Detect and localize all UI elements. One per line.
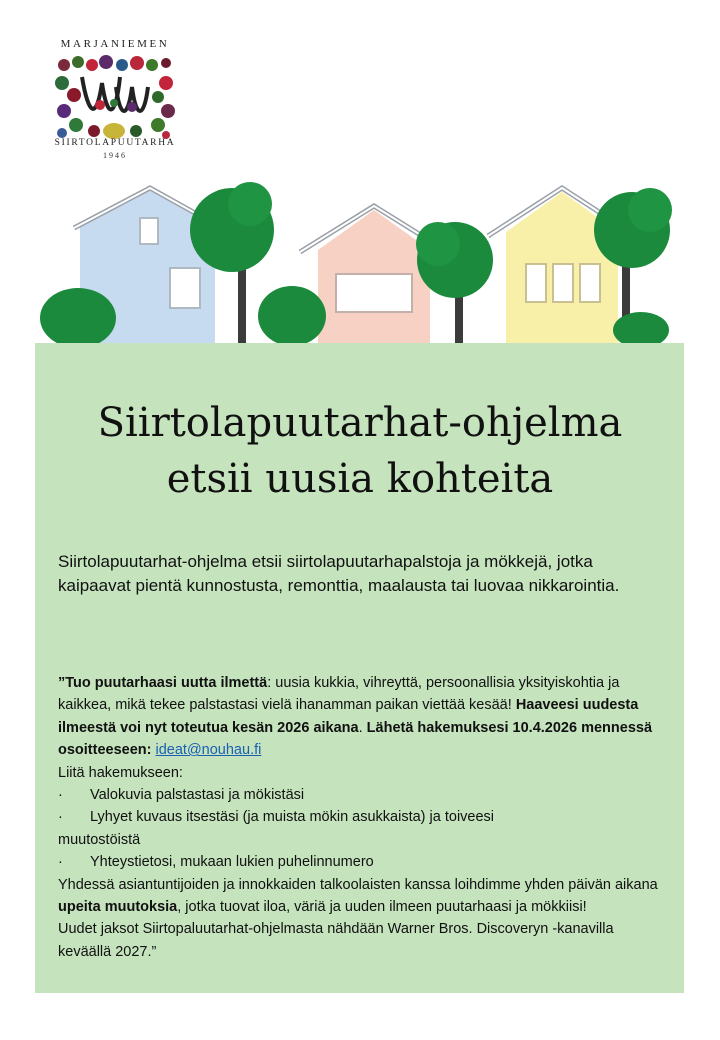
bullet-icon: · — [58, 854, 63, 871]
body-text-part: : uusia kukkia, vihreyttä, persoonallisia yksityiskohtia ja kaikkea, mikä tekee palstastasi vielä ihanamman paikan viettää kesää! — [58, 675, 620, 714]
page-title — [0, 395, 720, 507]
body-bold-lead: ”Tuo puutarhaasi uutta ilmettä — [58, 675, 268, 691]
body-bold-highlight: upeita muutoksia — [58, 899, 178, 916]
body-text-part: Yhdessä asiantuntijoiden ja innokkaiden talkoolaisten kanssa loihdimme yhden päivän aikana — [58, 876, 658, 893]
body-bold-deadline: Lähetä hakemuksesi 10.4.2026 mennessä osoitteeseen: — [58, 719, 653, 759]
list-item — [58, 784, 664, 806]
attach-label: Liitä hakemukseen: — [58, 764, 183, 781]
intro-text: Siirtolapuutarhat-ohjelma etsii siirtolapuutarhapalstoja ja mökkejä, jotka kaipaavat pientä kunnostusta, remonttia, maalausta tai luovaa nikkarointia. — [58, 552, 620, 595]
body-text — [58, 672, 664, 963]
list-item-text: Yhteystietosi, mukaan lukien puhelinnumero — [90, 854, 374, 871]
list-item-continuation: muutostöistä — [58, 831, 141, 848]
list-item — [58, 806, 664, 828]
list-item-text: Lyhyet kuvaus itsestäsi (ja muista mökin asukkaista) ja toiveesi — [90, 809, 495, 826]
body-text-part: . — [358, 719, 367, 736]
title-line-1: Siirtolapuutarhat-ohjelma — [97, 400, 623, 446]
logo-year: 1946 — [103, 151, 127, 160]
body-text-part: , jotka tuovat iloa, väriä ja uuden ilmeen puutarhaasi ja mökkiisi! — [177, 899, 587, 916]
logo — [50, 38, 180, 168]
call-paragraph — [58, 672, 664, 762]
body-bold-highlight: Haaveesi uudesta ilmeestä voi nyt toteutua kesän 2026 aikana — [58, 697, 639, 736]
title-line-2: etsii uusia kohteita — [166, 456, 554, 502]
list-item — [58, 851, 664, 873]
transform-paragraph — [58, 874, 664, 919]
logo-top-text: MARJANIEMEN — [60, 38, 170, 50]
email-link[interactable]: ideat@nouhau.fi — [155, 742, 262, 759]
bullet-icon: · — [58, 809, 63, 826]
bullet-icon: · — [58, 787, 63, 804]
list-item-text: Valokuvia palstastasi ja mökistäsi — [90, 787, 305, 804]
broadcast-paragraph: Uudet jaksot Siirtopaluutarhat-ohjelmasta nähdään Warner Bros. Discoveryn -kanavilla keväällä 2027.” — [58, 921, 614, 960]
fruit-logo-icon — [54, 53, 176, 139]
logo-bottom-text: SIIRTOLAPUUTARHA — [54, 138, 176, 148]
houses-illustration — [0, 170, 720, 345]
